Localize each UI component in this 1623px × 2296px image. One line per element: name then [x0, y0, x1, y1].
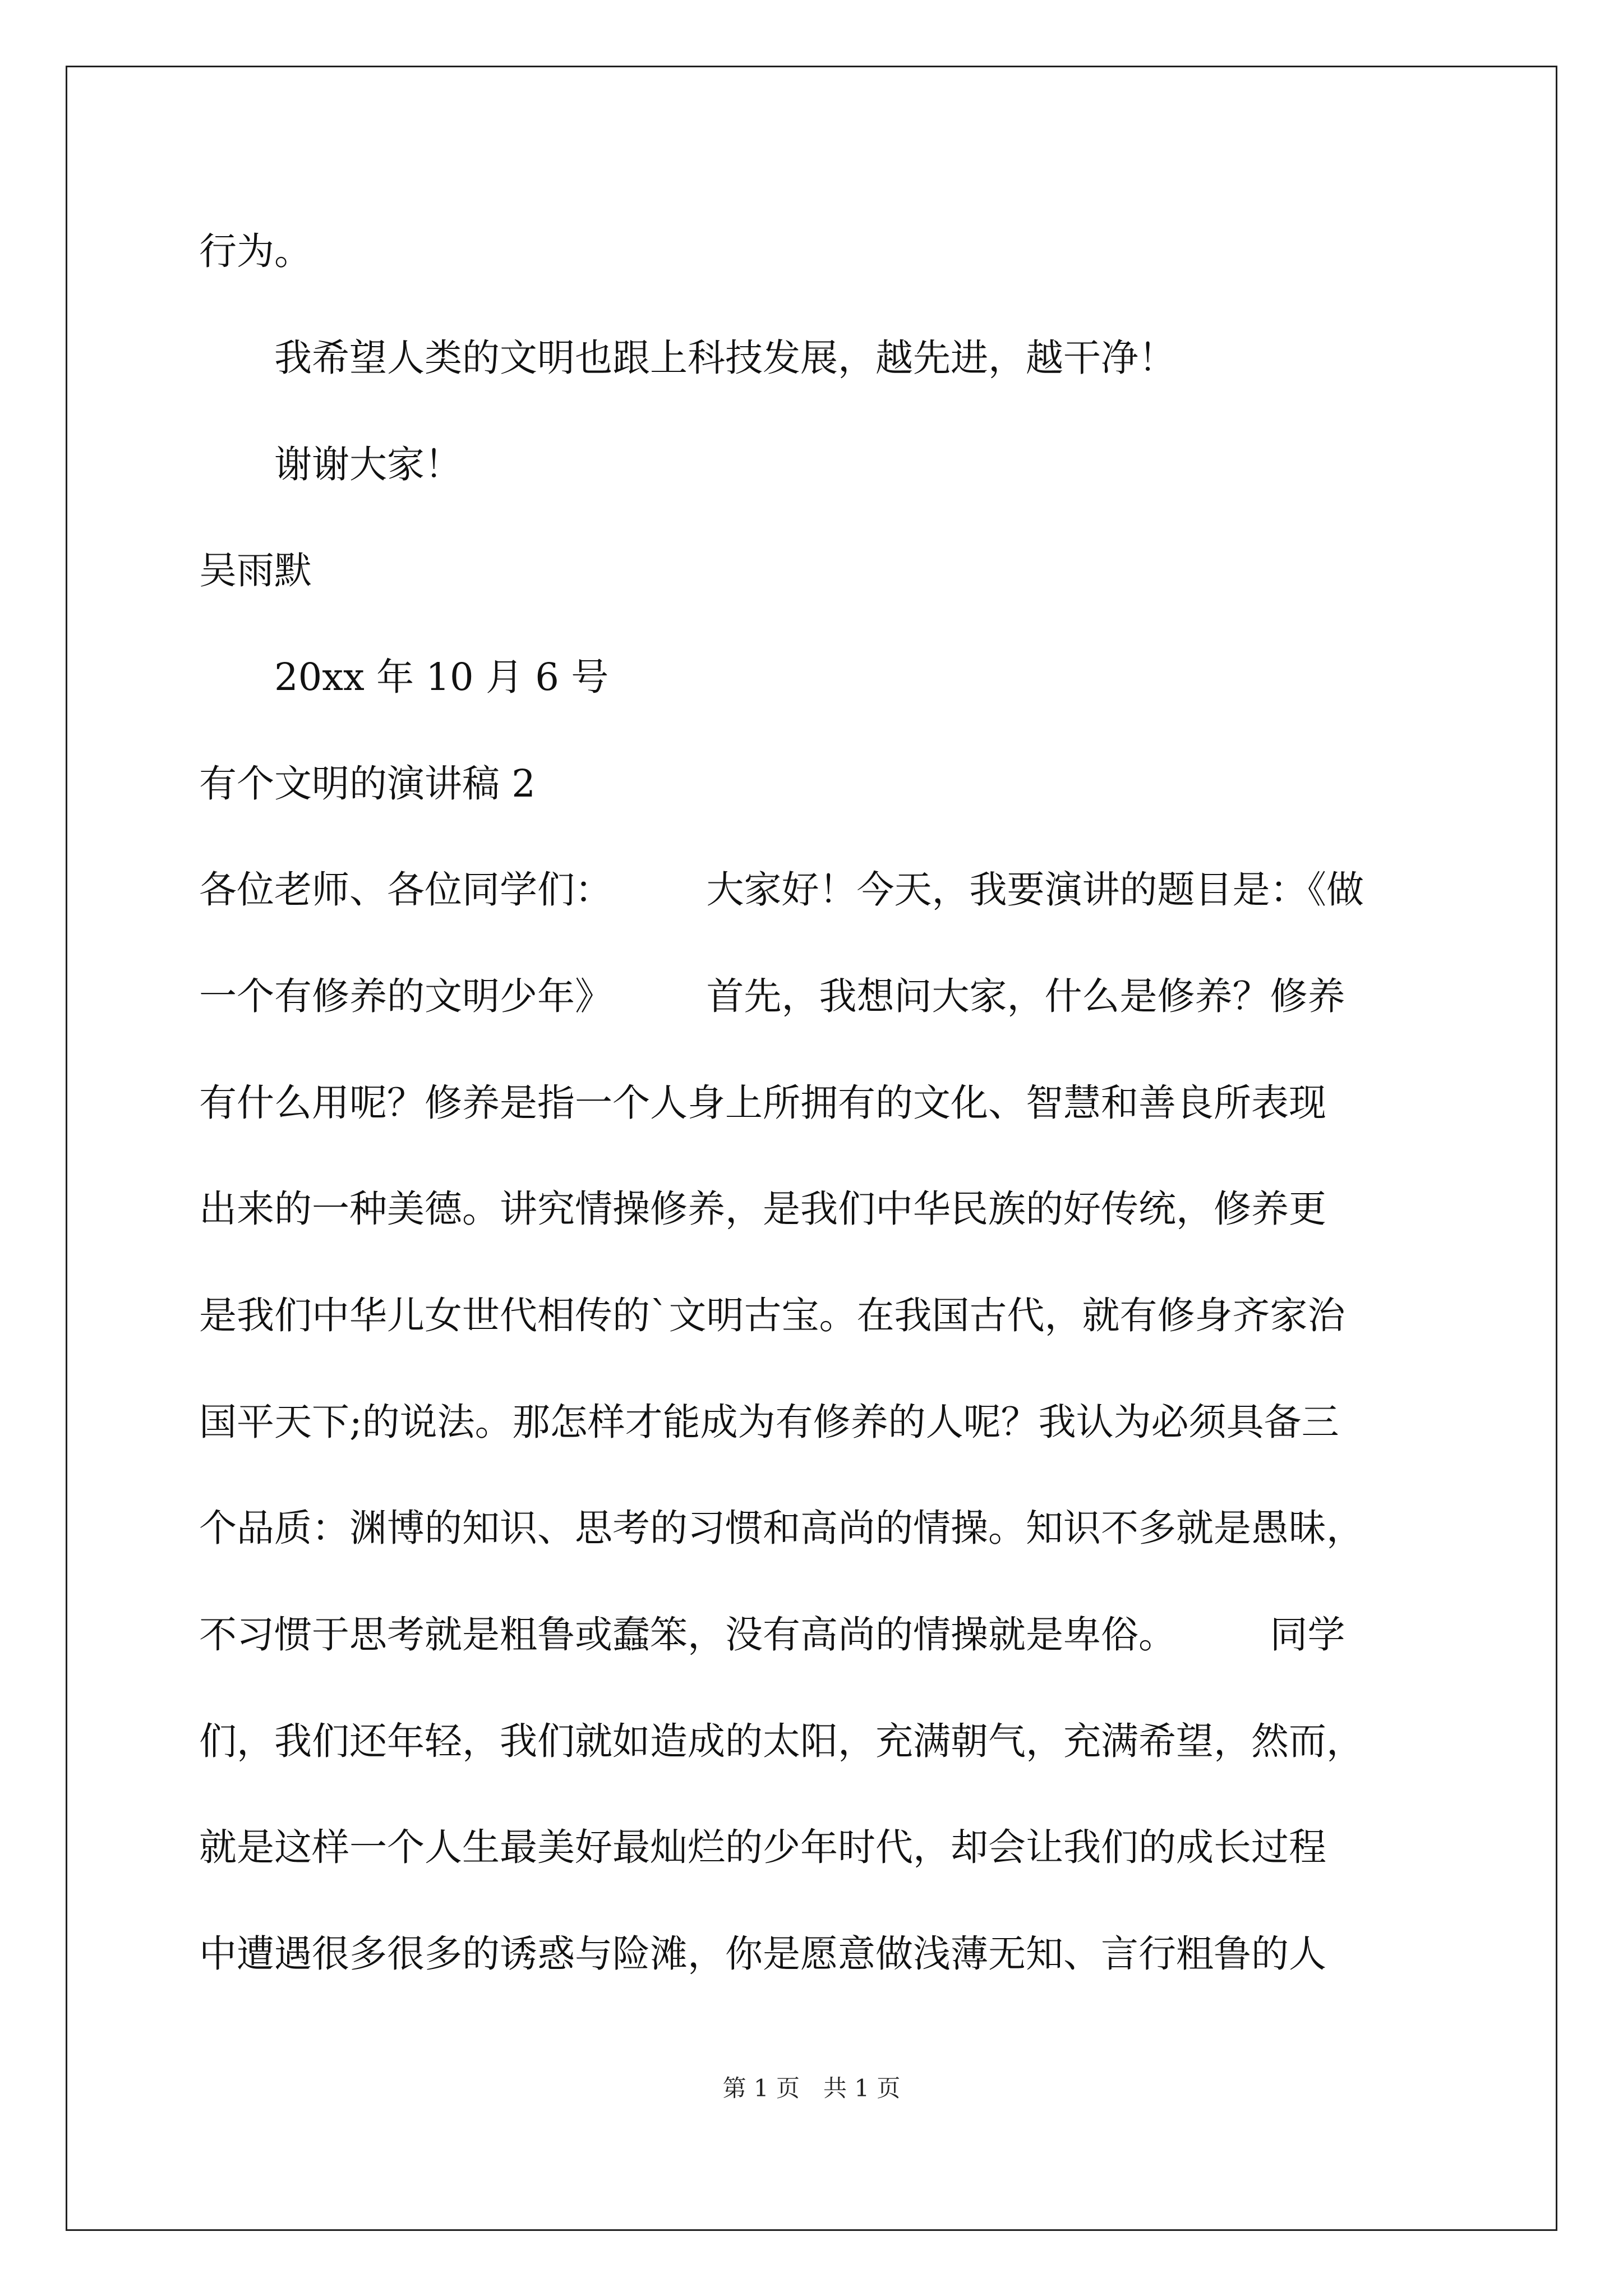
- text-line: 国平天下;的说法。那怎样才能成为有修养的人呢？我认为必须具备三: [199, 1400, 1339, 1444]
- text-line: 中遭遇很多很多的诱惑与险滩，你是愿意做浅薄无知、言行粗鲁的人: [199, 1932, 1326, 1976]
- text-line: 我希望人类的文明也跟上科技发展，越先进，越干净！: [274, 336, 1176, 380]
- page-footer: 第 1 页 共 1 页: [722, 2074, 901, 2102]
- text-line: 出来的一种美德。讲究情操修养，是我们中华民族的好传统，修养更: [199, 1187, 1326, 1231]
- text-line: 一个有修养的文明少年》 首先，我想问大家，什么是修养？修养: [199, 974, 1345, 1018]
- text-line: 行为。: [199, 229, 312, 273]
- page-border: [66, 66, 1557, 2231]
- text-line: 各位老师、各位同学们： 大家好！今天，我要演讲的题目是：《做: [199, 868, 1364, 912]
- text-line: 们，我们还年轻，我们就如造成的太阳，充满朝气，充满希望，然而，: [199, 1719, 1364, 1763]
- text-line: 谢谢大家！: [274, 443, 462, 486]
- signature-date: 20xx 年 10 月 6 号: [274, 655, 609, 699]
- section-title: 有个文明的演讲稿 2: [199, 762, 536, 806]
- text-line: 不习惯于思考就是粗鲁或蠢笨，没有高尚的情操就是卑俗。 同学: [199, 1613, 1345, 1657]
- signature-name: 吴雨默: [199, 549, 312, 592]
- text-line: 有什么用呢？修养是指一个人身上所拥有的文化、智慧和善良所表现: [199, 1081, 1326, 1125]
- text-line: 就是这样一个人生最美好最灿烂的少年时代，却会让我们的成长过程: [199, 1825, 1326, 1869]
- text-line: 是我们中华儿女世代相传的`文明古宝。在我国古代，就有修身齐家治: [199, 1294, 1345, 1337]
- text-line: 个品质：渊博的知识、思考的习惯和高尚的情操。知识不多就是愚昧，: [199, 1506, 1364, 1550]
